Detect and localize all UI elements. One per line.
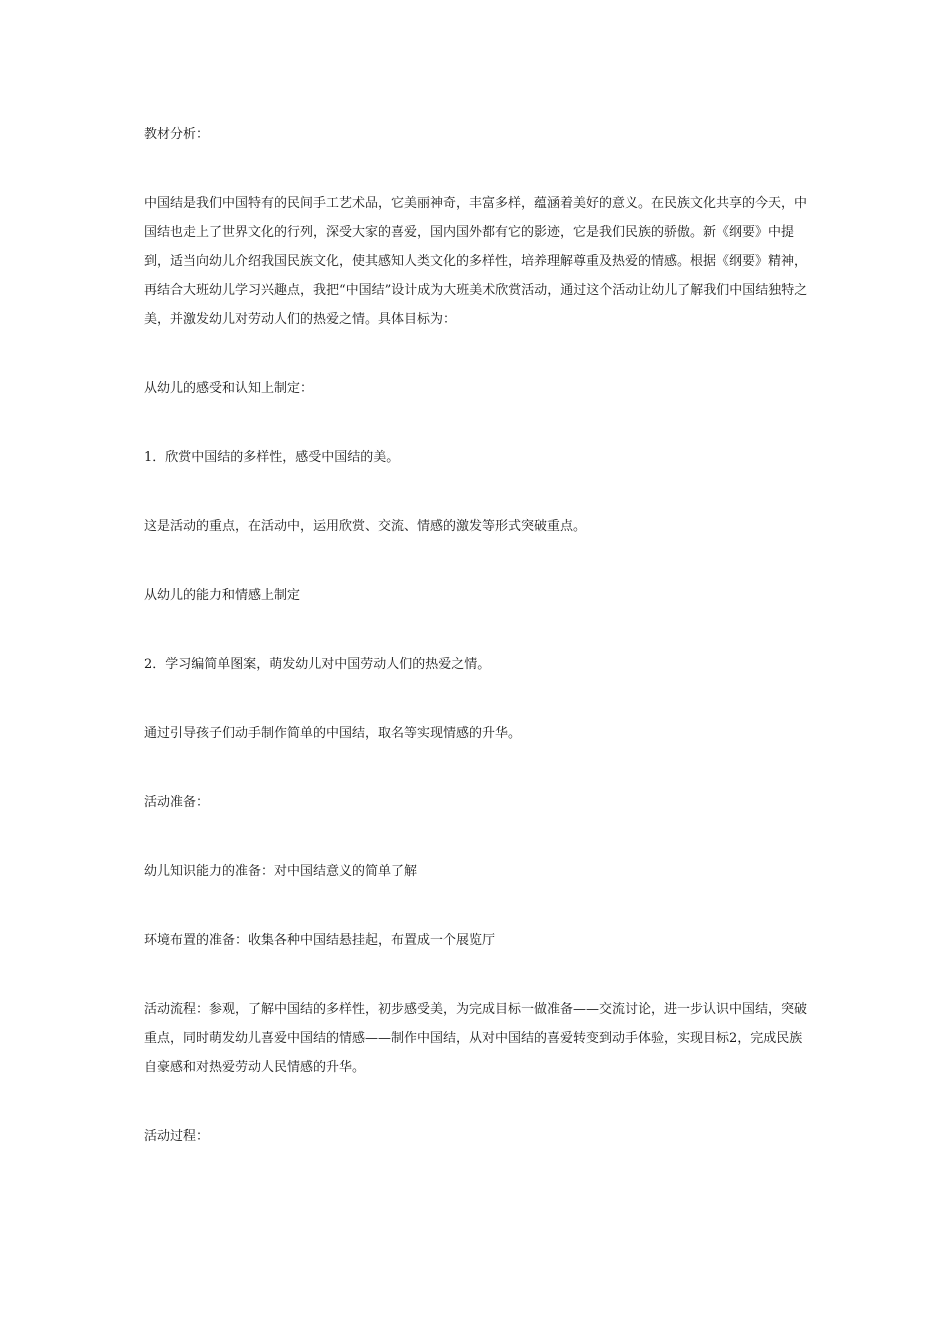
paragraph-knowledge-preparation: 幼儿知识能力的准备：对中国结意义的简单了解: [144, 864, 418, 879]
heading-ability-emotion: 从幼儿的能力和情感上制定: [144, 588, 301, 603]
paragraph-goal-1-note: 这是活动的重点，在活动中，运用欣赏、交流、情感的激发等形式突破重点。: [144, 519, 587, 534]
section-heading-preparation: 活动准备：: [144, 795, 210, 810]
heading-perception-cognition: 从幼儿的感受和认知上制定：: [144, 381, 314, 396]
section-heading-activity-process: 活动过程：: [144, 1129, 210, 1144]
document-body: [144, 120, 808, 1151]
paragraph-environment-preparation: 环境布置的准备：收集各种中国结悬挂起，布置成一个展览厅: [144, 933, 496, 948]
goal-2: 2．学习编简单图案，萌发幼儿对中国劳动人们的热爱之情。: [144, 657, 491, 672]
goal-1: 1．欣赏中国结的多样性，感受中国结的美。: [144, 450, 400, 465]
paragraph-introduction: 中国结是我们中国特有的民间手工艺术品，它美丽神奇，丰富多样，蕴涵着美好的意义。在民族文化共享的今天，中国结也走上了世界文化的行列，深受大家的喜爱，国内国外都有它的影迹，它是我们民族的骄傲。新《纲要》中提到，适当向幼儿介绍我国民族文化，使其感知人类文化的多样性，培养理解尊重及热爱的情感。根据《纲要》精神，再结合大班幼儿学习兴趣点，我把“中国结”设计成为大班美术欣赏活动，通过这个活动让幼儿了解我们中国结独特之美，并激发幼儿对劳动人们的热爱之情。具体目标为：: [144, 196, 808, 327]
section-heading-material-analysis: 教材分析：: [144, 127, 210, 142]
paragraph-activity-flow: 活动流程：参观，了解中国结的多样性，初步感受美，为完成目标一做准备——交流讨论，进一步认识中国结，突破重点，同时萌发幼儿喜爱中国结的情感——制作中国结，从对中国结的喜爱转变到动手体验，实现目标2，完成民族自豪感和对热爱劳动人民情感的升华。: [144, 1002, 808, 1075]
paragraph-goal-2-note: 通过引导孩子们动手制作简单的中国结，取名等实现情感的升华。: [144, 726, 522, 741]
